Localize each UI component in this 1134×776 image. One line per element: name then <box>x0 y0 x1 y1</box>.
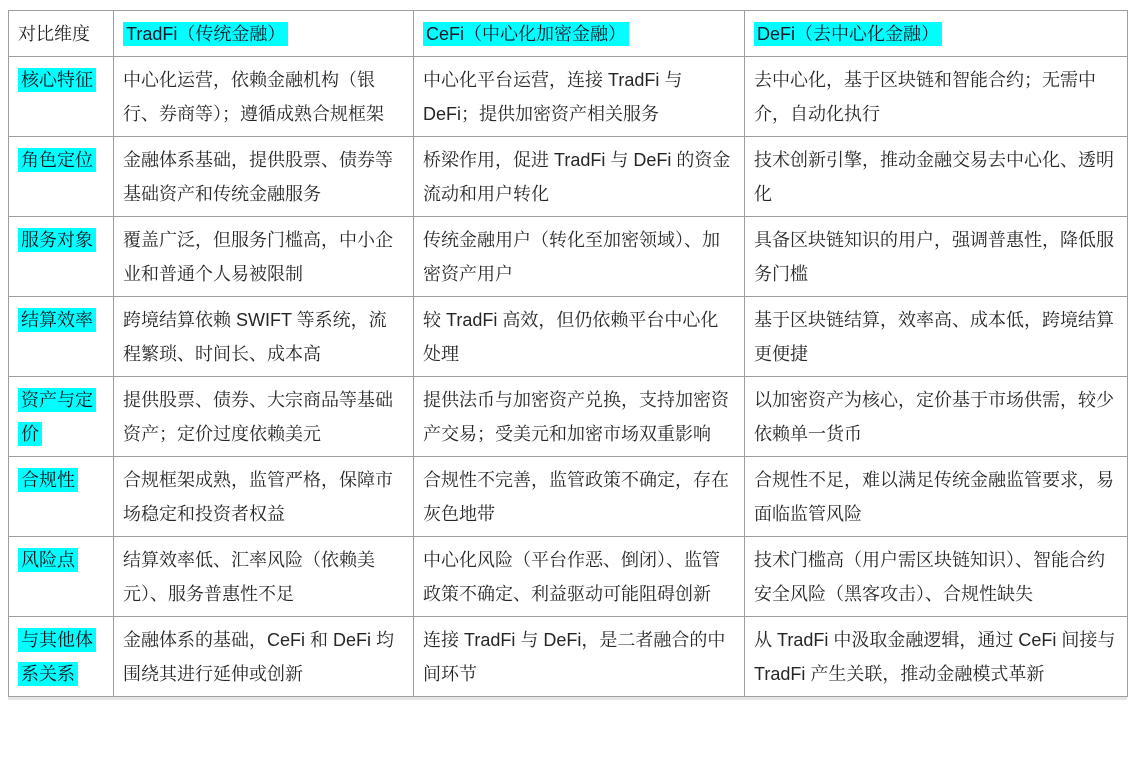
cell-tradfi: 合规框架成熟，监管严格，保障市场稳定和投资者权益 <box>114 457 414 537</box>
row-label: 合规性 <box>18 468 78 492</box>
row-label: 角色定位 <box>18 148 96 172</box>
row-label-cell <box>9 377 114 457</box>
cell-cefi: 较 TradFi 高效，但仍依赖平台中心化处理 <box>414 297 745 377</box>
header-row <box>9 11 1128 57</box>
row-label: 资产与定价 <box>18 388 96 446</box>
cell-cefi: 中心化风险（平台作恶、倒闭）、监管政策不确定、利益驱动可能阻碍创新 <box>414 537 745 617</box>
cell-tradfi: 覆盖广泛，但服务门槛高，中小企业和普通个人易被限制 <box>114 217 414 297</box>
cell-defi: 合规性不足，难以满足传统金融监管要求，易面临监管风险 <box>745 457 1128 537</box>
cell-tradfi: 金融体系基础，提供股票、债券等基础资产和传统金融服务 <box>114 137 414 217</box>
row-label-cell <box>9 537 114 617</box>
cell-defi: 技术创新引擎，推动金融交易去中心化、透明化 <box>745 137 1128 217</box>
row-label-cell <box>9 137 114 217</box>
row-label: 结算效率 <box>18 308 96 332</box>
row-label: 服务对象 <box>18 228 96 252</box>
cell-defi: 具备区块链知识的用户，强调普惠性，降低服务门槛 <box>745 217 1128 297</box>
comparison-table-container <box>8 10 1127 697</box>
cell-defi: 从 TradFi 中汲取金融逻辑，通过 CeFi 间接与 TradFi 产生关联，推动金融模式革新 <box>745 617 1128 697</box>
header-cell-defi <box>745 11 1128 57</box>
table-row-assets-pricing <box>9 377 1128 457</box>
table-row-compliance <box>9 457 1128 537</box>
cell-defi: 去中心化，基于区块链和智能合约；无需中介，自动化执行 <box>745 57 1128 137</box>
cell-cefi: 桥梁作用，促进 TradFi 与 DeFi 的资金流动和用户转化 <box>414 137 745 217</box>
cell-tradfi: 中心化运营，依赖金融机构（银行、券商等）；遵循成熟合规框架 <box>114 57 414 137</box>
dimension-label: 对比维度 <box>18 24 90 44</box>
cell-cefi: 连接 TradFi 与 DeFi，是二者融合的中间环节 <box>414 617 745 697</box>
tradfi-header-label: TradFi（传统金融） <box>123 22 288 46</box>
row-label: 核心特征 <box>18 68 96 92</box>
row-label-cell <box>9 57 114 137</box>
cell-defi: 以加密资产为核心，定价基于市场供需，较少依赖单一货币 <box>745 377 1128 457</box>
cell-cefi: 提供法币与加密资产兑换，支持加密资产交易；受美元和加密市场双重影响 <box>414 377 745 457</box>
header-cell-tradfi <box>114 11 414 57</box>
comparison-table <box>8 10 1128 697</box>
table-row-risk-points <box>9 537 1128 617</box>
header-cell-cefi <box>414 11 745 57</box>
cell-tradfi: 跨境结算依赖 SWIFT 等系统，流程繁琐、时间长、成本高 <box>114 297 414 377</box>
cefi-header-label: CeFi（中心化加密金融） <box>423 22 629 46</box>
row-label-cell <box>9 457 114 537</box>
table-row-role-positioning <box>9 137 1128 217</box>
cell-cefi: 中心化平台运营，连接 TradFi 与 DeFi；提供加密资产相关服务 <box>414 57 745 137</box>
cell-defi: 基于区块链结算，效率高、成本低，跨境结算更便捷 <box>745 297 1128 377</box>
cell-tradfi: 提供股票、债券、大宗商品等基础资产；定价过度依赖美元 <box>114 377 414 457</box>
cell-tradfi: 金融体系的基础，CeFi 和 DeFi 均围绕其进行延伸或创新 <box>114 617 414 697</box>
header-cell-dimension <box>9 11 114 57</box>
row-label-cell <box>9 617 114 697</box>
cell-defi: 技术门槛高（用户需区块链知识）、智能合约安全风险（黑客攻击）、合规性缺失 <box>745 537 1128 617</box>
row-label: 风险点 <box>18 548 78 572</box>
defi-header-label: DeFi（去中心化金融） <box>754 22 942 46</box>
table-row-core-features <box>9 57 1128 137</box>
row-label-cell <box>9 297 114 377</box>
cell-cefi: 合规性不完善，监管政策不确定，存在灰色地带 <box>414 457 745 537</box>
cell-tradfi: 结算效率低、汇率风险（依赖美元）、服务普惠性不足 <box>114 537 414 617</box>
row-label: 与其他体系关系 <box>18 628 96 686</box>
table-row-relation-to-other-systems <box>9 617 1128 697</box>
row-label-cell <box>9 217 114 297</box>
table-row-settlement-efficiency <box>9 297 1128 377</box>
cell-cefi: 传统金融用户（转化至加密领域）、加密资产用户 <box>414 217 745 297</box>
table-row-service-targets <box>9 217 1128 297</box>
